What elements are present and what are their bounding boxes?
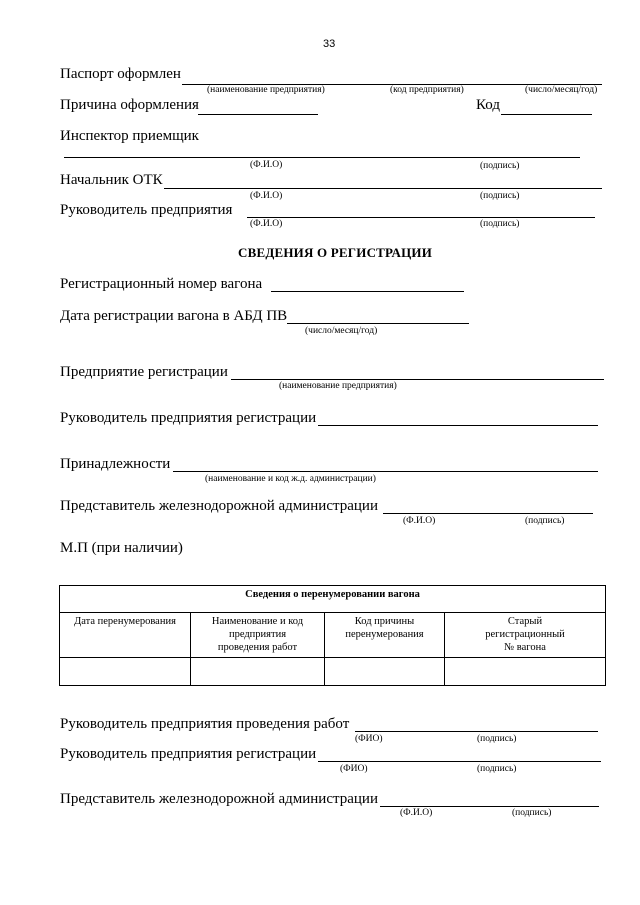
rail-rep-caption-sign: (подпись): [525, 516, 565, 526]
bottom-rail-rep-caption-sign: (подпись): [512, 808, 552, 818]
renumbering-table: [59, 585, 606, 686]
otk-label: Начальник ОТК: [60, 172, 163, 188]
works-head-caption-sign: (подпись): [477, 734, 517, 744]
inspector-caption-sign: (подпись): [480, 161, 520, 171]
reg-head-label: Руководитель предприятия регистрации: [60, 410, 317, 426]
head-label: Руководитель предприятия: [60, 202, 233, 218]
cell-works-enterprise[interactable]: [191, 658, 325, 686]
cell-renumbering-date[interactable]: [60, 658, 191, 686]
bottom-rail-rep-caption-fio: (Ф.И.О): [400, 808, 433, 818]
page-number: 33: [323, 38, 336, 50]
reg-date-field-line[interactable]: [287, 323, 469, 324]
reg-enterprise-field-line[interactable]: [231, 379, 604, 380]
col-old-reg-number: Старый регистрационный № вагона: [445, 613, 606, 658]
passport-caption-date: (число/месяц/год): [525, 85, 598, 95]
inspector-label: Инспектор приемщик: [60, 128, 199, 144]
reg-number-label: Регистрационный номер вагона: [60, 276, 263, 292]
bottom-reg-head-caption-sign: (подпись): [477, 764, 517, 774]
head-field-line[interactable]: [247, 217, 595, 218]
rail-rep-field-line[interactable]: [383, 513, 593, 514]
works-head-caption-fio: (ФИО): [355, 734, 383, 744]
ownership-caption: (наименование и код ж.д. администрации): [205, 474, 376, 484]
otk-caption-fio: (Ф.И.О): [250, 191, 283, 201]
bottom-rail-rep-label: Представитель железнодорожной администрации: [60, 791, 378, 807]
otk-caption-sign: (подпись): [480, 191, 520, 201]
passport-label: Паспорт оформлен: [60, 66, 181, 82]
bottom-reg-head-caption-fio: (ФИО): [340, 764, 368, 774]
bottom-reg-head-label: Руководитель предприятия регистрации: [60, 746, 317, 762]
reg-enterprise-label: Предприятие регистрации: [60, 364, 228, 380]
works-head-label: Руководитель предприятия проведения работ: [60, 716, 350, 732]
passport-caption-name: (наименование предприятия): [207, 85, 325, 95]
bottom-rail-rep-field-line[interactable]: [380, 806, 599, 807]
col-renumbering-date: Дата перенумерования: [60, 613, 191, 658]
stamp-label: М.П (при наличии): [60, 540, 183, 556]
reason-label: Причина оформления: [60, 97, 199, 113]
works-head-field-line[interactable]: [355, 731, 598, 732]
registration-title: СВЕДЕНИЯ О РЕГИСТРАЦИИ: [238, 245, 433, 260]
reason-code-label: Код: [476, 97, 500, 113]
head-caption-sign: (подпись): [480, 219, 520, 229]
col-works-enterprise: Наименование и код предприятия проведения работ: [191, 613, 325, 658]
col-reason-code: Код причины перенумерования: [325, 613, 445, 658]
bottom-reg-head-field-line[interactable]: [318, 761, 601, 762]
inspector-sign-line[interactable]: [462, 157, 580, 158]
reason-field-line[interactable]: [198, 114, 318, 115]
inspector-fio-line[interactable]: [64, 157, 464, 158]
table-row: [60, 658, 606, 686]
cell-reason-code[interactable]: [325, 658, 445, 686]
reg-enterprise-caption: (наименование предприятия): [279, 381, 397, 391]
otk-field-line[interactable]: [164, 188, 602, 189]
ownership-field-line[interactable]: [173, 471, 598, 472]
reason-code-field-line[interactable]: [501, 114, 592, 115]
renumbering-header-row: [60, 613, 606, 658]
ownership-label: Принадлежности: [60, 456, 171, 472]
passport-caption-code: (код предприятия): [390, 85, 464, 95]
renumbering-table-title: Сведения о перенумеровании вагона: [60, 586, 606, 613]
reg-date-label: Дата регистрации вагона в АБД ПВ: [60, 308, 288, 324]
reg-number-field-line[interactable]: [271, 291, 464, 292]
inspector-caption-fio: (Ф.И.О): [250, 160, 283, 170]
head-caption-fio: (Ф.И.О): [250, 219, 283, 229]
rail-rep-label: Представитель железнодорожной администрации: [60, 498, 378, 514]
cell-old-reg-number[interactable]: [445, 658, 606, 686]
reg-date-caption: (число/месяц/год): [305, 326, 378, 336]
rail-rep-caption-fio: (Ф.И.О): [403, 516, 436, 526]
reg-head-field-line[interactable]: [318, 425, 598, 426]
